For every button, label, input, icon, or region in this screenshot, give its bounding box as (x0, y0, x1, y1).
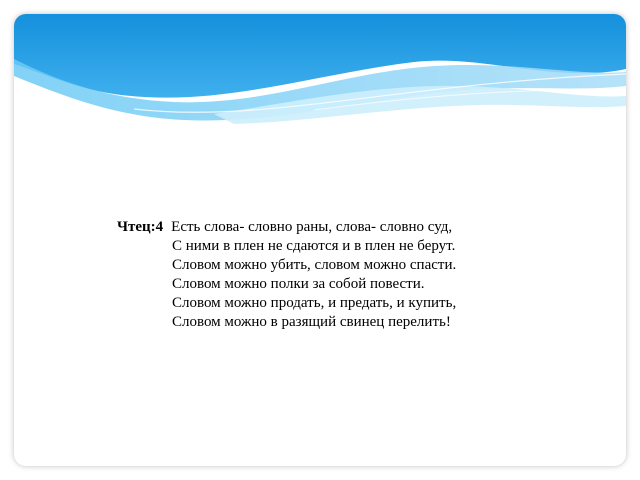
poem-line: Словом можно в разящий свинец перелить! (172, 314, 451, 330)
poem-line: Словом можно продать, и предать, и купить, (172, 295, 457, 311)
poem-line: С ними в плен не сдаются и в плен не берут. (172, 238, 456, 254)
poem-line-text: Есть слова- словно раны, слова- словно суд, (171, 219, 453, 235)
poem-line: Словом можно убить, словом можно спасти. (172, 257, 457, 273)
speaker-label: Чтец:4 (117, 219, 164, 235)
poem-line: Словом можно полки за собой повести. (172, 276, 425, 292)
poem-block (117, 218, 557, 332)
poem-first-line (117, 218, 557, 237)
header-wave-decoration (14, 14, 626, 134)
